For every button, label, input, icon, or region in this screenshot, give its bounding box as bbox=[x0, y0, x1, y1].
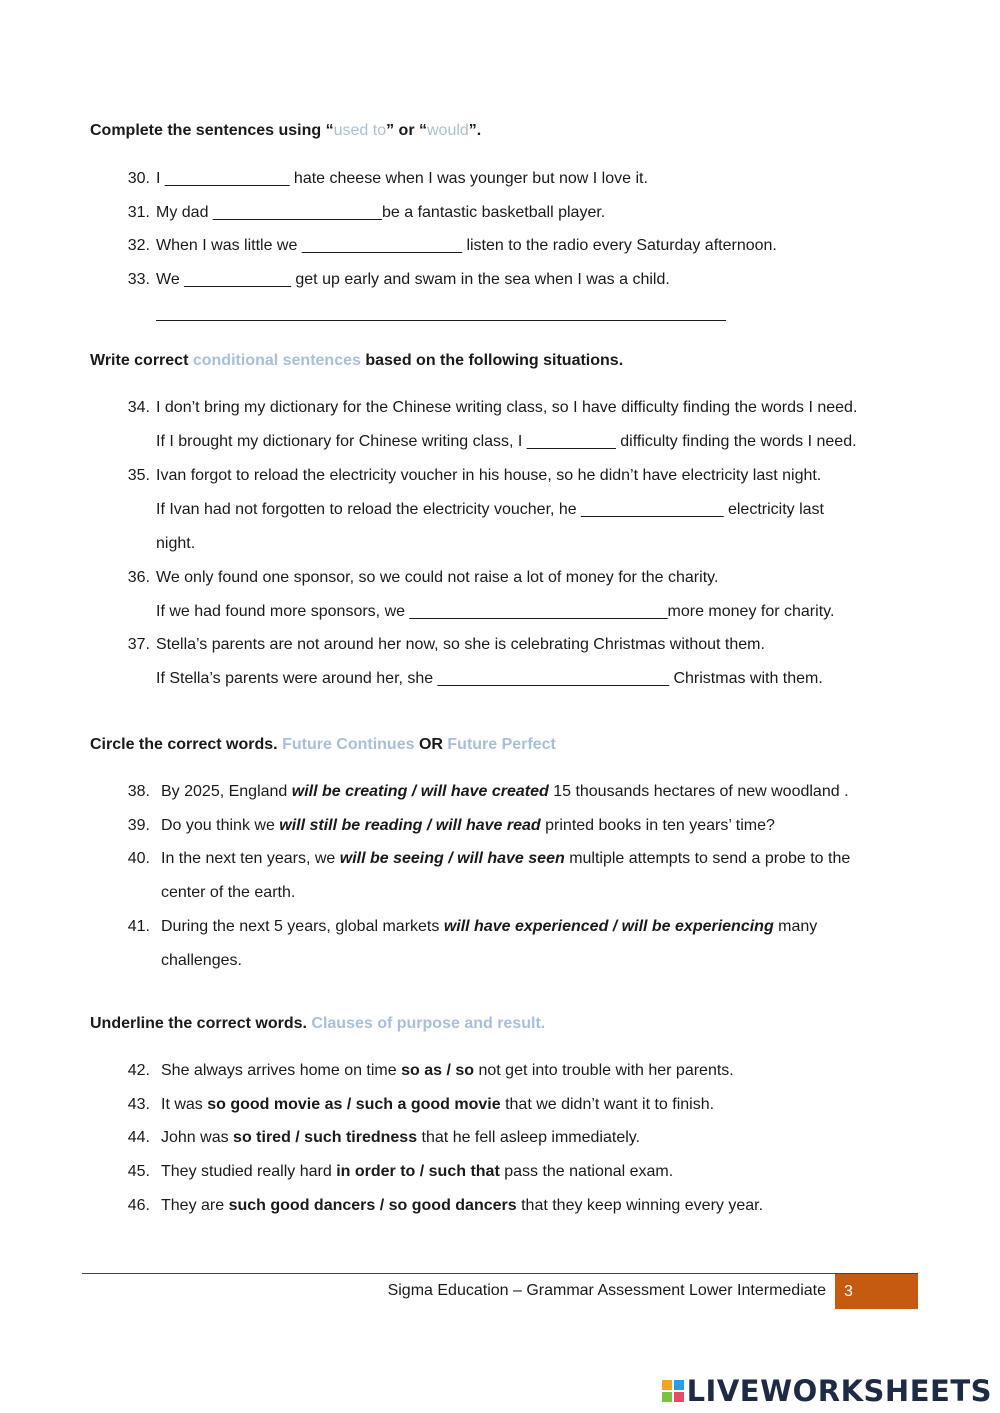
highlight-would: would bbox=[426, 122, 469, 139]
liveworksheets-icon bbox=[662, 1380, 684, 1402]
section-heading-used-to: Complete the sentences using “used to” or “would”. bbox=[90, 122, 482, 139]
choice-options[interactable]: so tired / such tiredness bbox=[233, 1129, 418, 1146]
footer-title: Sigma Education – Grammar Assessment Lower Intermediate bbox=[387, 1282, 826, 1299]
section-heading-clauses: Underline the correct words. Clauses of purpose and result. bbox=[90, 1015, 546, 1032]
logo-text: LIVEWORKSHEETS bbox=[686, 1374, 992, 1408]
choice-options[interactable]: so as / so bbox=[401, 1062, 475, 1079]
choice-options[interactable]: will have experienced / will be experiencing bbox=[443, 918, 774, 935]
highlight-future-continues: Future Continues bbox=[282, 736, 415, 753]
page-number: 3 bbox=[835, 1274, 918, 1309]
choice-options[interactable]: such good dancers / so good dancers bbox=[228, 1197, 517, 1214]
highlight-future-perfect: Future Perfect bbox=[447, 736, 556, 753]
liveworksheets-logo bbox=[662, 1374, 992, 1408]
answer-line[interactable] bbox=[156, 320, 726, 321]
choice-options[interactable]: will still be reading / will have read bbox=[279, 817, 541, 834]
highlight-clauses: Clauses of purpose and result. bbox=[311, 1015, 546, 1032]
highlight-conditional: conditional sentences bbox=[192, 352, 361, 369]
section-heading-future: Circle the correct words. Future Continues OR Future Perfect bbox=[90, 736, 556, 753]
choice-options[interactable]: will be seeing / will have seen bbox=[339, 850, 565, 867]
choice-options[interactable]: so good movie as / such a good movie bbox=[207, 1096, 501, 1113]
highlight-used-to: used to bbox=[333, 122, 387, 139]
footer-divider bbox=[82, 1273, 918, 1274]
section-heading-conditionals: Write correct conditional sentences based on the following situations. bbox=[90, 352, 624, 369]
choice-options[interactable]: in order to / such that bbox=[336, 1163, 500, 1180]
choice-options[interactable]: will be creating / will have created bbox=[291, 783, 549, 800]
